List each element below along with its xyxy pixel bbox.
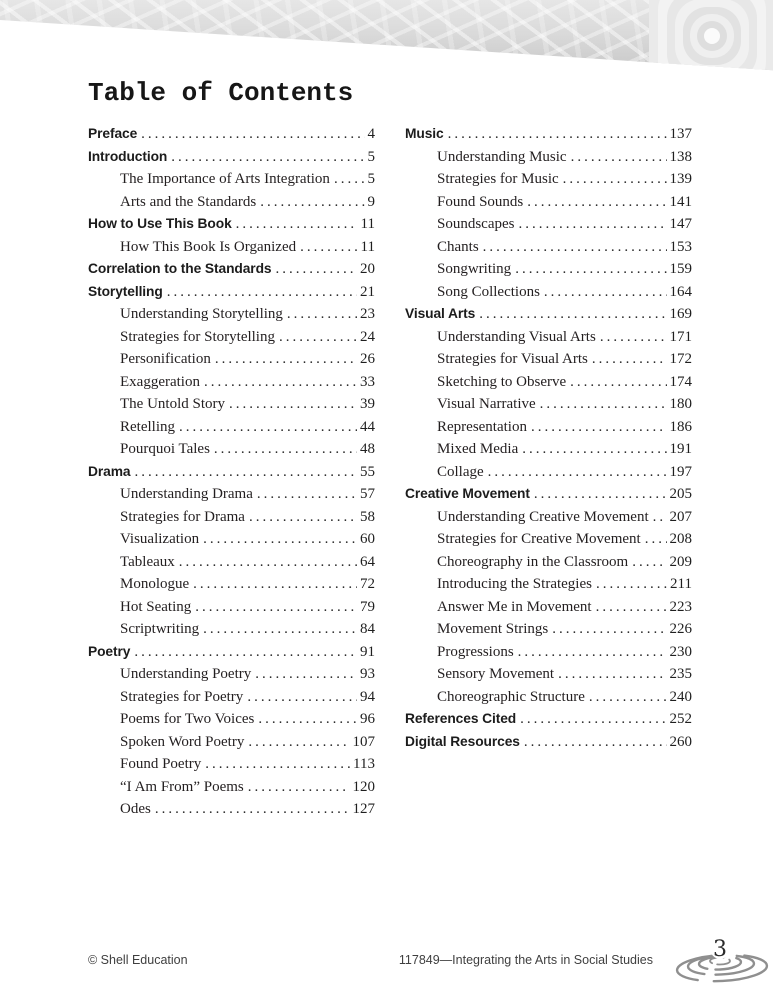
toc-row xyxy=(405,711,692,734)
toc-row xyxy=(88,261,375,284)
toc-dot-leader xyxy=(134,464,357,481)
toc-dot-leader xyxy=(596,599,667,616)
toc-entry-label: Understanding Visual Arts xyxy=(437,328,596,345)
toc-dot-leader xyxy=(300,239,357,256)
toc-entry-label: Correlation to the Standards xyxy=(88,261,272,276)
toc-entry-label: References Cited xyxy=(405,711,517,726)
toc-entry-label: Strategies for Creative Movement xyxy=(437,531,641,547)
toc-entry-page: 164 xyxy=(669,283,692,300)
toc-entry-page: 252 xyxy=(669,711,692,727)
toc-entry-page: 137 xyxy=(669,126,692,142)
toc-row xyxy=(88,194,375,217)
toc-dot-leader xyxy=(571,149,667,166)
toc-dot-leader xyxy=(255,666,357,683)
toc-row xyxy=(405,306,692,329)
toc-dot-leader xyxy=(236,216,358,233)
toc-entry-label: Poems for Two Voices xyxy=(120,711,255,727)
toc-row xyxy=(405,621,692,644)
toc-entry-label: Strategies for Music xyxy=(437,171,559,187)
header-band-decoration xyxy=(0,0,773,74)
toc-entry-page: 84 xyxy=(360,621,375,637)
toc-row xyxy=(88,284,375,307)
toc-column-left xyxy=(88,126,375,824)
toc-entry-page: 223 xyxy=(669,598,692,615)
toc-row xyxy=(405,486,692,509)
toc-row xyxy=(405,599,692,622)
toc-entry-page: 174 xyxy=(669,373,692,390)
footer-copyright: © Shell Education xyxy=(88,953,188,967)
toc-entry-label: Music xyxy=(405,126,444,141)
toc-dot-leader xyxy=(229,396,357,413)
toc-entry-page: 172 xyxy=(669,351,692,367)
toc-row xyxy=(405,149,692,172)
toc-dot-leader xyxy=(563,171,667,188)
toc-entry-label: Sensory Movement xyxy=(437,666,555,682)
toc-dot-leader xyxy=(179,554,357,571)
toc-entry-page: 93 xyxy=(360,666,375,682)
toc-entry-page: 107 xyxy=(352,733,375,750)
toc-entry-page: 207 xyxy=(669,508,692,525)
toc-entry-page: 191 xyxy=(669,441,692,457)
toc-dot-leader xyxy=(204,374,357,391)
toc-entry-page: 9 xyxy=(367,193,375,210)
toc-entry-page: 55 xyxy=(360,463,375,480)
toc-row xyxy=(88,329,375,352)
toc-dot-leader xyxy=(519,216,667,233)
toc-dot-leader xyxy=(257,486,357,503)
toc-entry-page: 260 xyxy=(669,733,692,750)
toc-entry-page: 186 xyxy=(669,418,692,435)
toc-row xyxy=(88,666,375,689)
toc-row xyxy=(88,464,375,487)
toc-entry-page: 147 xyxy=(669,216,692,232)
toc-entry-page: 197 xyxy=(669,463,692,480)
toc-entry-page: 44 xyxy=(360,418,375,435)
toc-entry-label: Monologue xyxy=(120,576,190,592)
toc-dot-leader xyxy=(527,194,666,211)
toc-row xyxy=(88,239,375,262)
toc-row xyxy=(405,554,692,577)
toc-row xyxy=(405,216,692,239)
toc-entry-label: Strategies for Storytelling xyxy=(120,328,275,345)
toc-entry-page: 60 xyxy=(360,531,375,547)
toc-entry-page: 64 xyxy=(360,553,375,570)
toc-row xyxy=(405,531,692,554)
toc-row xyxy=(88,351,375,374)
toc-entry-label: Answer Me in Movement xyxy=(437,598,592,615)
toc-entry-label: Pourquoi Tales xyxy=(120,441,210,457)
toc-entry-page: 96 xyxy=(360,711,375,727)
toc-entry-page: 113 xyxy=(353,756,375,772)
toc-dot-leader xyxy=(155,801,350,818)
toc-row xyxy=(88,149,375,172)
toc-row xyxy=(405,734,692,757)
toc-row xyxy=(88,486,375,509)
toc-row xyxy=(88,441,375,464)
toc-dot-leader xyxy=(534,486,667,503)
toc-entry-page: 72 xyxy=(360,576,375,592)
toc-entry-label: Introducing the Strategies xyxy=(437,576,592,592)
toc-entry-label: Storytelling xyxy=(88,283,163,299)
toc-dot-leader xyxy=(515,261,666,278)
toc-entry-page: 211 xyxy=(670,576,692,592)
toc-entry-label: Strategies for Visual Arts xyxy=(437,351,588,367)
toc-dot-leader xyxy=(520,711,666,728)
toc-entry-label: The Importance of Arts Integration xyxy=(120,171,330,187)
toc-dot-leader xyxy=(540,396,667,413)
toc-entry-page: 180 xyxy=(669,396,692,412)
toc-entry-page: 240 xyxy=(669,688,692,705)
toc-entry-page: 159 xyxy=(669,261,692,277)
toc-entry-page: 235 xyxy=(669,666,692,682)
toc-entry-page: 26 xyxy=(360,351,375,367)
toc-dot-leader xyxy=(215,351,357,368)
toc-entry-page: 153 xyxy=(669,238,692,255)
toc-entry-page: 230 xyxy=(669,643,692,660)
toc-entry-page: 171 xyxy=(669,328,692,345)
toc-entry-label: How to Use This Book xyxy=(88,216,232,231)
toc-entry-page: 139 xyxy=(669,171,692,187)
toc-entry-label: Songwriting xyxy=(437,261,512,277)
toc-entry-page: 23 xyxy=(360,306,375,322)
toc-dot-leader xyxy=(558,666,666,683)
toc-entry-label: Creative Movement xyxy=(405,486,530,501)
toc-dot-leader xyxy=(134,644,357,661)
toc-entry-page: 208 xyxy=(669,531,692,547)
toc-entry-label: “I Am From” Poems xyxy=(120,778,244,795)
toc-columns xyxy=(88,126,692,824)
toc-row xyxy=(405,666,692,689)
toc-dot-leader xyxy=(544,284,667,301)
toc-entry-page: 5 xyxy=(367,148,375,165)
toc-dot-leader xyxy=(249,509,357,526)
toc-entry-page: 79 xyxy=(360,598,375,615)
toc-row xyxy=(405,239,692,262)
toc-dot-leader xyxy=(653,509,667,526)
toc-dot-leader xyxy=(596,576,667,593)
toc-dot-leader xyxy=(195,599,357,616)
toc-dot-leader xyxy=(179,419,357,436)
toc-entry-label: Introduction xyxy=(88,148,168,164)
toc-row xyxy=(88,644,375,667)
toc-row xyxy=(88,621,375,644)
toc-row xyxy=(88,531,375,554)
toc-row xyxy=(405,284,692,307)
toc-entry-page: 138 xyxy=(669,148,692,165)
toc-row xyxy=(405,126,692,149)
toc-entry-label: The Untold Story xyxy=(120,396,225,412)
toc-entry-label: Understanding Drama xyxy=(120,486,253,502)
toc-entry-label: Strategies for Poetry xyxy=(120,688,244,705)
toc-dot-leader xyxy=(203,621,357,638)
toc-row xyxy=(405,644,692,667)
toc-dot-leader xyxy=(214,441,357,458)
toc-dot-leader xyxy=(167,284,357,301)
toc-dot-leader xyxy=(479,306,666,323)
toc-entry-label: Song Collections xyxy=(437,283,540,300)
toc-dot-leader xyxy=(248,734,349,751)
water-ripple-decoration xyxy=(704,28,720,44)
toc-row xyxy=(88,801,375,824)
toc-entry-page: 21 xyxy=(360,283,375,300)
toc-dot-leader xyxy=(279,329,357,346)
toc-dot-leader xyxy=(488,464,667,481)
toc-entry-page: 11 xyxy=(360,216,375,232)
toc-row xyxy=(405,689,692,712)
toc-entry-label: Visualization xyxy=(120,531,200,547)
toc-entry-label: Understanding Storytelling xyxy=(120,306,283,322)
toc-row xyxy=(88,126,375,149)
toc-row xyxy=(405,194,692,217)
toc-entry-page: 20 xyxy=(360,261,375,277)
toc-entry-label: Arts and the Standards xyxy=(120,193,257,210)
toc-row xyxy=(88,689,375,712)
toc-entry-label: Digital Resources xyxy=(405,733,520,749)
toc-entry-page: 33 xyxy=(360,373,375,390)
toc-entry-label: Mixed Media xyxy=(437,441,519,457)
toc-entry-label: Understanding Poetry xyxy=(120,666,252,682)
toc-entry-page: 120 xyxy=(352,778,375,795)
toc-dot-leader xyxy=(483,239,667,256)
toc-entry-page: 57 xyxy=(360,486,375,502)
toc-dot-leader xyxy=(522,441,666,458)
toc-row xyxy=(88,756,375,779)
toc-entry-label: Retelling xyxy=(120,418,175,435)
toc-row xyxy=(405,441,692,464)
toc-entry-page: 226 xyxy=(669,621,692,637)
toc-dot-leader xyxy=(171,149,364,166)
toc-entry-label: Scriptwriting xyxy=(120,621,200,637)
toc-entry-page: 127 xyxy=(352,801,375,817)
toc-row xyxy=(405,509,692,532)
toc-dot-leader xyxy=(247,689,357,706)
toc-row xyxy=(405,464,692,487)
toc-dot-leader xyxy=(589,689,667,706)
toc-entry-label: Choreography in the Classroom xyxy=(437,553,629,570)
toc-entry-label: Soundscapes xyxy=(437,216,515,232)
page-number: 3 xyxy=(713,937,727,962)
toc-row xyxy=(88,711,375,734)
toc-entry-label: Exaggeration xyxy=(120,373,200,390)
toc-dot-leader xyxy=(645,531,667,548)
toc-entry-label: Representation xyxy=(437,418,527,435)
toc-row xyxy=(88,171,375,194)
toc-entry-page: 209 xyxy=(669,553,692,570)
toc-row xyxy=(88,554,375,577)
toc-row xyxy=(88,509,375,532)
toc-row xyxy=(88,306,375,329)
toc-column-right xyxy=(405,126,692,824)
toc-entry-page: 205 xyxy=(669,486,692,502)
water-ripple-icon xyxy=(672,934,772,994)
toc-dot-leader xyxy=(592,351,667,368)
toc-entry-label: Movement Strings xyxy=(437,621,549,637)
toc-entry-label: Strategies for Drama xyxy=(120,508,245,525)
toc-entry-label: Found Poetry xyxy=(120,756,202,772)
toc-entry-page: 4 xyxy=(367,126,375,142)
toc-entry-page: 94 xyxy=(360,688,375,705)
toc-entry-label: Hot Seating xyxy=(120,598,192,615)
toc-dot-leader xyxy=(570,374,666,391)
toc-row xyxy=(88,419,375,442)
toc-row xyxy=(88,599,375,622)
toc-entry-label: Visual Arts xyxy=(405,306,476,321)
toc-entry-label: Sketching to Observe xyxy=(437,373,567,390)
toc-entry-page: 48 xyxy=(360,441,375,457)
toc-dot-leader xyxy=(524,734,667,751)
toc-dot-leader xyxy=(275,261,357,278)
toc-row xyxy=(88,734,375,757)
toc-dot-leader xyxy=(334,171,365,188)
toc-entry-page: 11 xyxy=(360,238,375,255)
toc-dot-leader xyxy=(260,194,364,211)
toc-dot-leader xyxy=(193,576,357,593)
toc-entry-label: Visual Narrative xyxy=(437,396,536,412)
toc-dot-leader xyxy=(205,756,350,773)
toc-entry-label: Poetry xyxy=(88,643,131,659)
toc-dot-leader xyxy=(287,306,357,323)
toc-entry-label: How This Book Is Organized xyxy=(120,238,297,255)
toc-row xyxy=(405,396,692,419)
toc-dot-leader xyxy=(600,329,667,346)
toc-row xyxy=(88,216,375,239)
toc-dot-leader xyxy=(531,419,667,436)
toc-entry-label: Understanding Creative Movement xyxy=(437,508,649,525)
toc-entry-label: Personification xyxy=(120,351,211,367)
toc-dot-leader xyxy=(248,779,350,796)
toc-entry-label: Progressions xyxy=(437,643,514,660)
toc-entry-page: 58 xyxy=(360,508,375,525)
toc-dot-leader xyxy=(203,531,357,548)
toc-entry-label: Chants xyxy=(437,238,479,255)
toc-row xyxy=(405,329,692,352)
toc-entry-label: Drama xyxy=(88,463,131,479)
toc-dot-leader xyxy=(141,126,364,143)
toc-dot-leader xyxy=(632,554,666,571)
toc-dot-leader xyxy=(552,621,666,638)
toc-entry-label: Understanding Music xyxy=(437,148,567,165)
toc-entry-label: Found Sounds xyxy=(437,193,524,210)
toc-row xyxy=(88,576,375,599)
toc-dot-leader xyxy=(258,711,357,728)
toc-row xyxy=(88,779,375,802)
toc-row xyxy=(88,374,375,397)
toc-entry-page: 141 xyxy=(669,193,692,210)
toc-row xyxy=(405,576,692,599)
toc-entry-page: 24 xyxy=(360,328,375,345)
toc-entry-page: 5 xyxy=(367,171,375,187)
toc-entry-label: Collage xyxy=(437,463,484,480)
toc-entry-page: 91 xyxy=(360,643,375,660)
toc-row xyxy=(405,351,692,374)
page-title: Table of Contents xyxy=(88,78,354,108)
toc-entry-label: Odes xyxy=(120,801,151,817)
toc-row xyxy=(405,374,692,397)
toc-entry-page: 39 xyxy=(360,396,375,412)
toc-entry-label: Spoken Word Poetry xyxy=(120,733,245,750)
toc-entry-label: Choreographic Structure xyxy=(437,688,585,705)
toc-row xyxy=(405,171,692,194)
toc-row xyxy=(405,261,692,284)
toc-entry-page: 169 xyxy=(669,306,692,322)
toc-entry-label: Tableaux xyxy=(120,553,175,570)
toc-entry-label: Preface xyxy=(88,126,138,141)
toc-row xyxy=(88,396,375,419)
toc-row xyxy=(405,419,692,442)
toc-dot-leader xyxy=(518,644,667,661)
footer-book-id: 117849—Integrating the Arts in Social Studies xyxy=(398,953,653,967)
toc-dot-leader xyxy=(448,126,667,143)
